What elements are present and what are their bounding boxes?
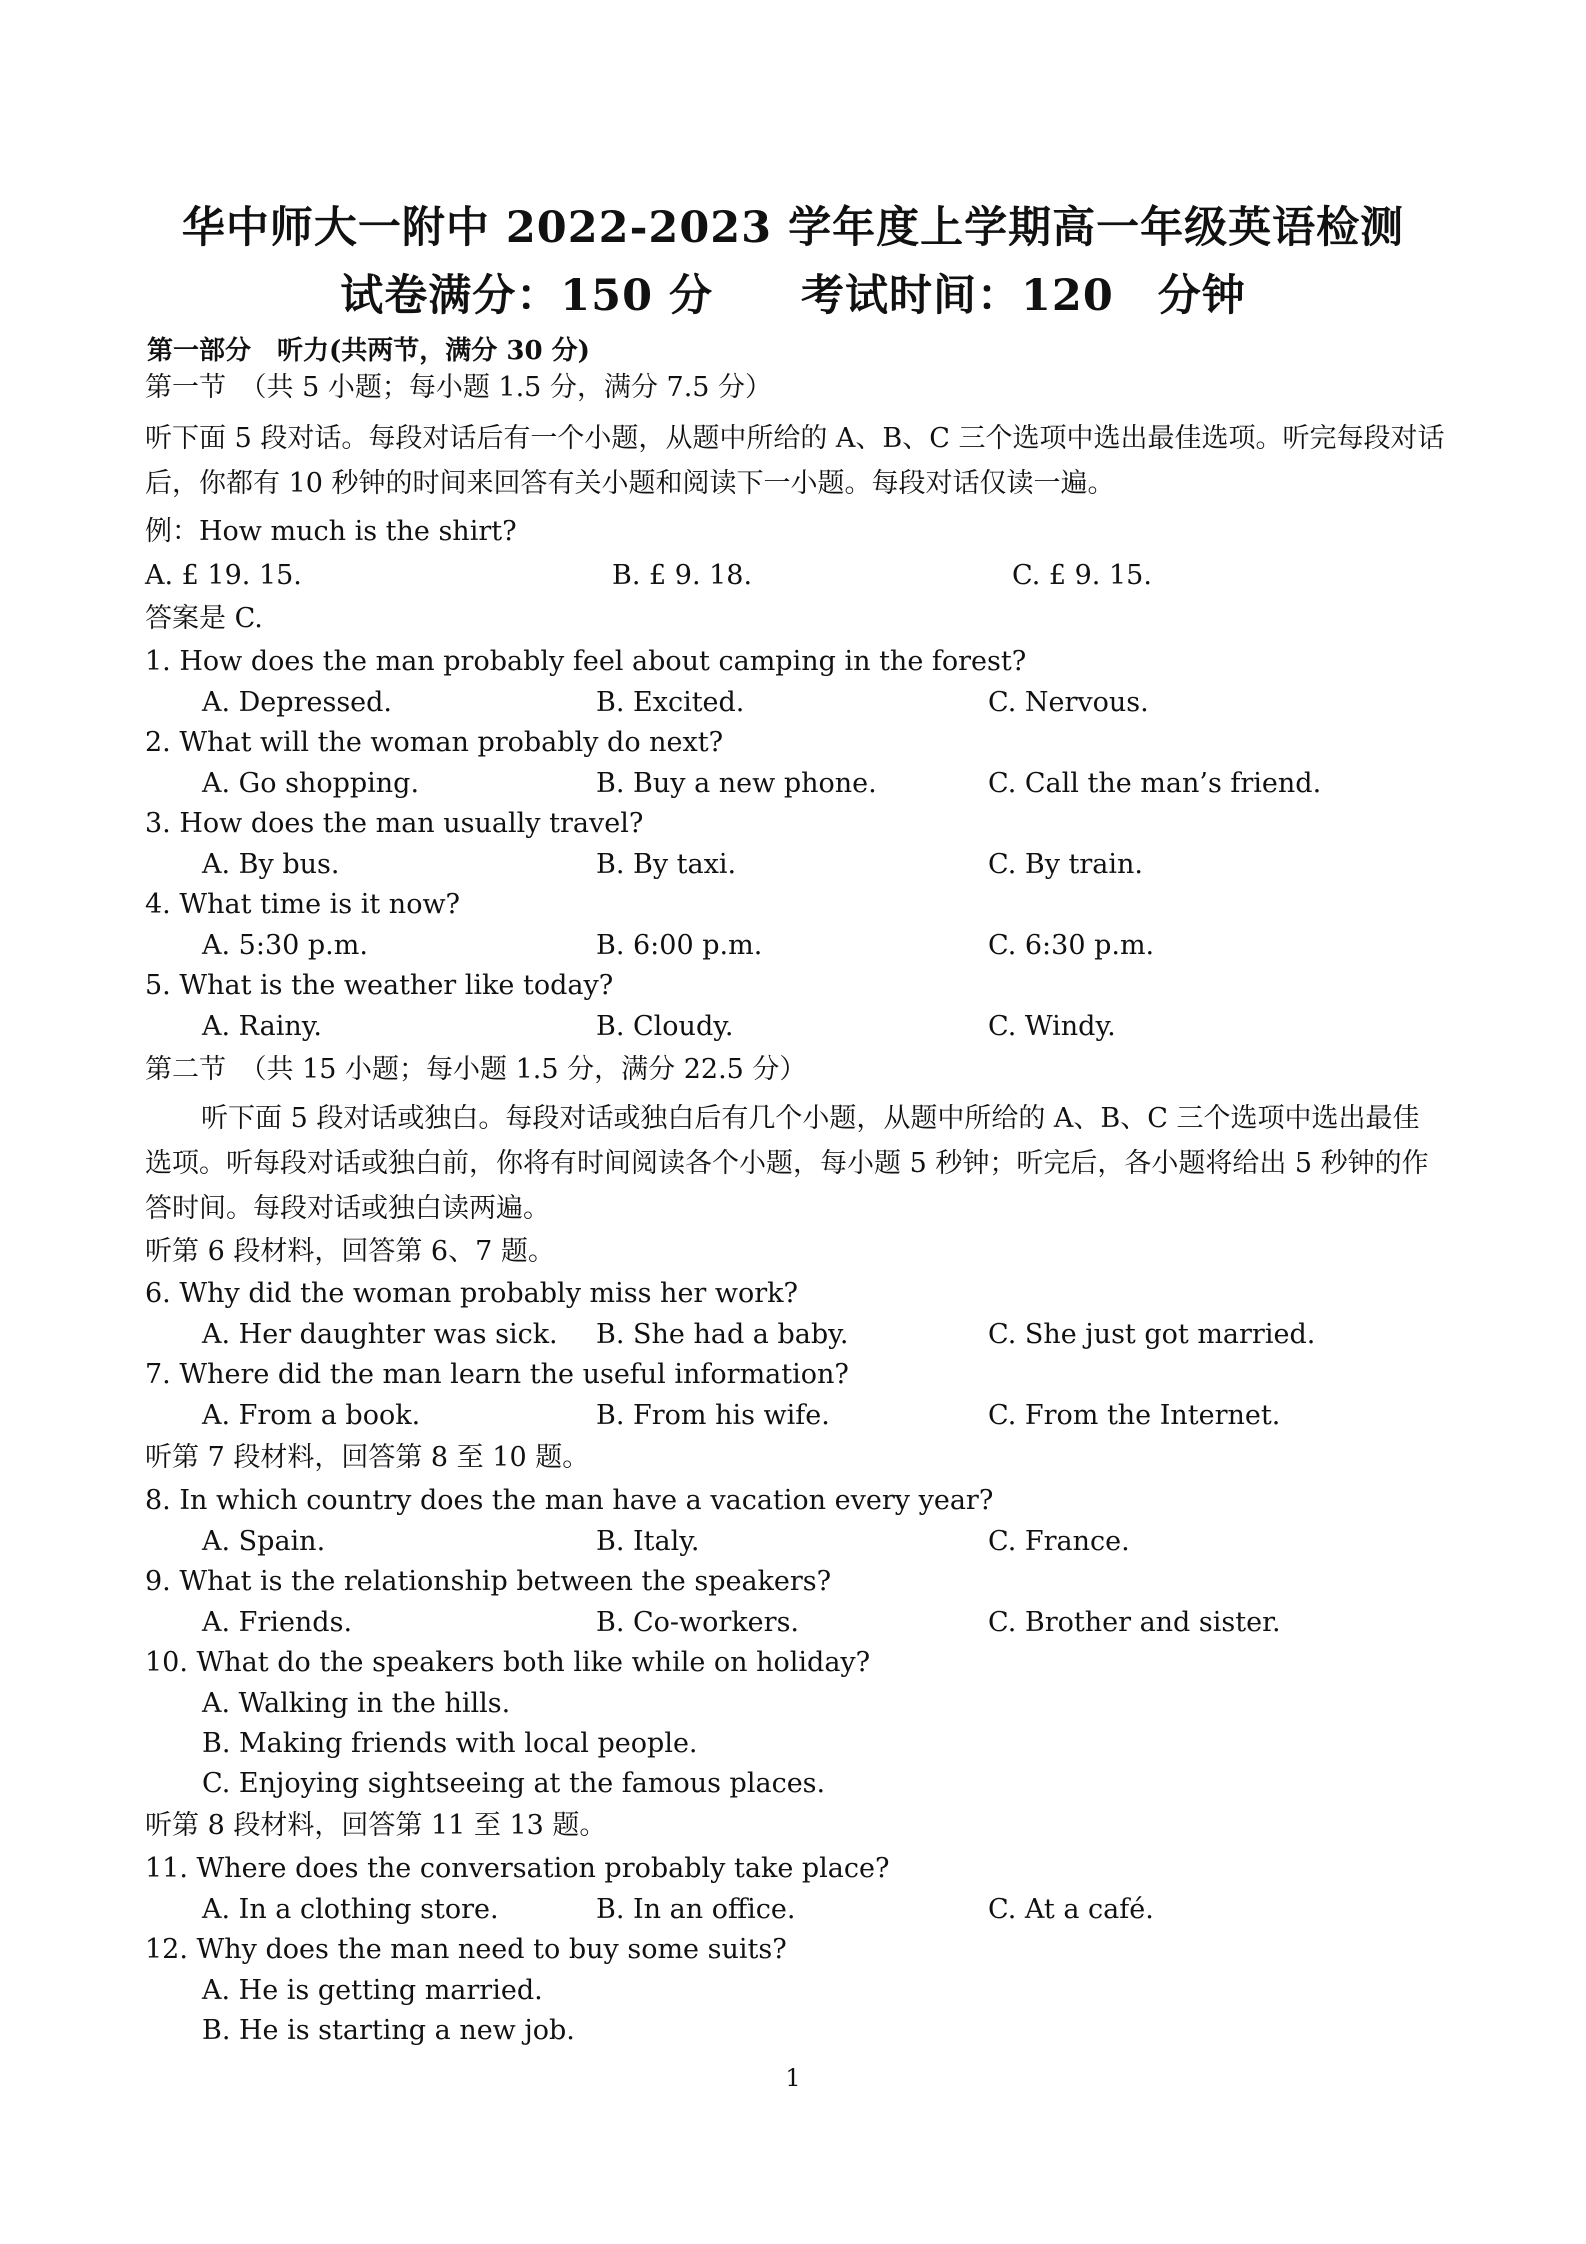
q9-option-a: A. Friends. [202, 1607, 353, 1638]
exam-title: 华中师大一附中 2022-2023 学年度上学期高一年级英语检测 [181, 203, 1405, 253]
q7-option-c: C. From the Internet. [988, 1400, 1281, 1431]
question-4: 4. What time is it now? [145, 889, 461, 920]
example-answer: 答案是 C. [145, 603, 263, 634]
example-option-a: A. £ 19. 15. [145, 560, 302, 591]
question-6: 6. Why did the woman probably miss her work? [145, 1278, 799, 1309]
question-10: 10. What do the speakers both like while on holiday? [145, 1647, 871, 1678]
question-2: 2. What will the woman probably do next? [145, 727, 724, 758]
q10-option-c: C. Enjoying sightseeing at the famous places. [202, 1768, 826, 1799]
section1-heading: 第一节 （共 5 小题；每小题 1.5 分，满分 7.5 分） [145, 372, 773, 403]
q3-option-c: C. By train. [988, 849, 1143, 880]
q6-option-c: C. She just got married. [988, 1319, 1316, 1350]
q11-option-b: B. In an office. [596, 1894, 796, 1925]
q1-option-b: B. Excited. [596, 687, 745, 718]
q7-option-b: B. From his wife. [596, 1400, 830, 1431]
question-5: 5. What is the weather like today? [145, 970, 614, 1001]
q2-option-a: A. Go shopping. [202, 768, 420, 799]
q10-option-b: B. Making friends with local people. [202, 1728, 698, 1759]
question-9: 9. What is the relationship between the speakers? [145, 1566, 832, 1597]
q10-option-a: A. Walking in the hills. [202, 1688, 511, 1719]
material-8-note: 听第 8 段材料，回答第 11 至 13 题。 [145, 1810, 607, 1841]
question-1: 1. How does the man probably feel about camping in the forest? [145, 646, 1027, 677]
q12-option-a: A. He is getting married. [202, 1975, 543, 2006]
material-7-note: 听第 7 段材料，回答第 8 至 10 题。 [145, 1442, 590, 1473]
q5-option-a: A. Rainy. [202, 1011, 322, 1042]
page-number: 1 [785, 2064, 801, 2092]
q3-option-a: A. By bus. [202, 849, 340, 880]
q5-option-c: C. Windy. [988, 1011, 1116, 1042]
q1-option-a: A. Depressed. [202, 687, 393, 718]
material-6-note: 听第 6 段材料，回答第 6、7 题。 [145, 1236, 555, 1267]
question-3: 3. How does the man usually travel? [145, 808, 644, 839]
example-option-c: C. £ 9. 15. [1012, 560, 1152, 591]
question-7: 7. Where did the man learn the useful information? [145, 1359, 849, 1390]
q8-option-c: C. France. [988, 1526, 1130, 1557]
example-option-b: B. £ 9. 18. [612, 560, 753, 591]
part1-heading: 第一部分 听力(共两节，满分 30 分) [147, 336, 590, 366]
q11-option-c: C. At a café. [988, 1894, 1154, 1925]
q4-option-c: C. 6:30 p.m. [988, 930, 1155, 961]
question-8: 8. In which country does the man have a vacation every year? [145, 1485, 994, 1516]
q3-option-b: B. By taxi. [596, 849, 737, 880]
q1-option-c: C. Nervous. [988, 687, 1149, 718]
q11-option-a: A. In a clothing store. [202, 1894, 499, 1925]
q2-option-b: B. Buy a new phone. [596, 768, 877, 799]
exam-subtitle: 试卷满分：150 分 考试时间：120 分钟 [340, 271, 1246, 321]
q4-option-a: A. 5:30 p.m. [202, 930, 368, 961]
q8-option-a: A. Spain. [202, 1526, 326, 1557]
section2-heading: 第二节 （共 15 小题；每小题 1.5 分，满分 22.5 分） [145, 1054, 807, 1085]
q4-option-b: B. 6:00 p.m. [596, 930, 763, 961]
example-question: 例：How much is the shirt? [145, 516, 517, 547]
q6-option-b: B. She had a baby. [596, 1319, 849, 1350]
q9-option-c: C. Brother and sister. [988, 1607, 1281, 1638]
q7-option-a: A. From a book. [202, 1400, 421, 1431]
q2-option-c: C. Call the man’s friend. [988, 768, 1322, 799]
section2-instructions: 听下面 5 段对话或独白。每段对话或独白后有几个小题，从题中所给的 A、B、C 三个选项中选出最佳选项。听每段对话或独白前，你将有时间阅读各个小题，每小题 5 秒钟；听完后，各小题将给出 5 秒钟的作答时间。每段对话或独白读两遍。 [145, 1103, 1429, 1224]
q5-option-b: B. Cloudy. [596, 1011, 734, 1042]
question-11: 11. Where does the conversation probably take place? [145, 1853, 890, 1884]
q12-option-b: B. He is starting a new job. [202, 2015, 575, 2046]
question-12: 12. Why does the man need to buy some suits? [145, 1934, 787, 1965]
q8-option-b: B. Italy. [596, 1526, 700, 1557]
q6-option-a: A. Her daughter was sick. [202, 1319, 558, 1350]
q9-option-b: B. Co-workers. [596, 1607, 800, 1638]
section1-instructions: 听下面 5 段对话。每段对话后有一个小题，从题中所给的 A、B、C 三个选项中选出最佳选项。听完每段对话后，你都有 10 秒钟的时间来回答有关小题和阅读下一小题。每段对话仅读一遍。 [145, 423, 1445, 499]
